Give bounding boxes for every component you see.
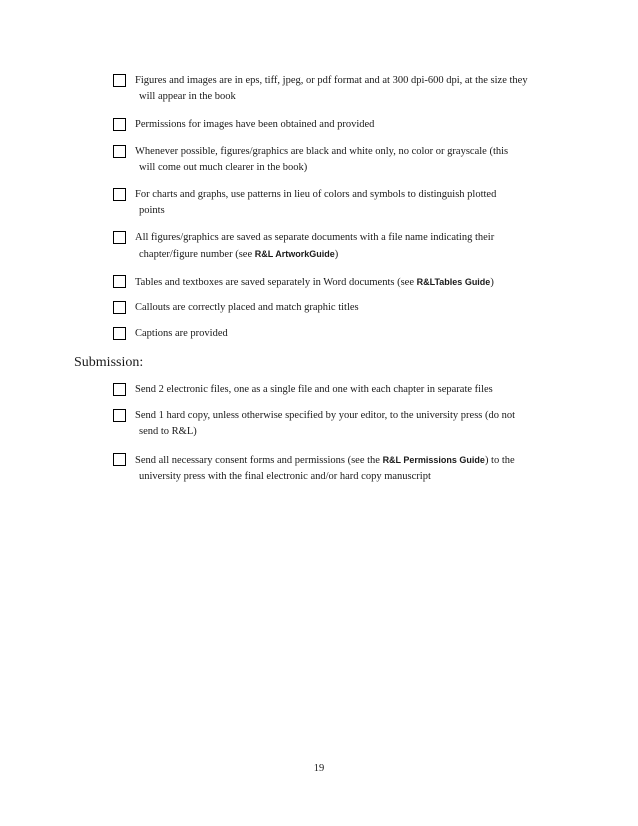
item-line: For charts and graphs, use patterns in lieu of colors and symbols to distinguish plotted	[135, 189, 497, 200]
item-text: Tables and textboxes are saved separately in Word documents (see	[135, 277, 417, 288]
item-line: will appear in the book	[139, 91, 236, 102]
checklist-item-text	[135, 326, 580, 342]
checkbox[interactable]	[113, 145, 126, 158]
item-line: Send 1 hard copy, unless otherwise specified by your editor, to the university press (do not	[135, 410, 516, 421]
artwork-guide-link[interactable]: R&L ArtworkGuide	[254, 249, 335, 259]
checkbox[interactable]	[113, 74, 126, 87]
item-text: )	[334, 249, 339, 260]
checkbox[interactable]	[113, 453, 126, 466]
checklist-item-text	[135, 144, 580, 176]
item-line: Callouts are correctly placed and match graphic titles	[135, 302, 359, 313]
checkbox[interactable]	[113, 409, 126, 422]
item-line: Whenever possible, figures/graphics are black and white only, no color or grayscale (this	[135, 146, 509, 157]
item-text: Send all necessary consent forms and permissions (see the	[135, 455, 383, 466]
item-line: university press with the final electronic and/or hard copy manuscript	[139, 471, 431, 482]
submission-item-text	[135, 382, 580, 398]
item-line: Figures and images are in eps, tiff, jpeg, or pdf format and at 300 dpi-600 dpi, at the size they	[135, 75, 528, 86]
item-line: All figures/graphics are saved as separate documents with a file name indicating their	[135, 232, 495, 243]
checklist-item-text	[135, 117, 580, 133]
item-line: Permissions for images have been obtained and provided	[135, 119, 375, 130]
checkbox[interactable]	[113, 327, 126, 340]
item-line	[135, 246, 580, 263]
checkbox[interactable]	[113, 383, 126, 396]
item-line: will come out much clearer in the book)	[139, 162, 308, 173]
checkbox[interactable]	[113, 231, 126, 244]
checkbox[interactable]	[113, 118, 126, 131]
tables-guide-link[interactable]: R&LTables Guide	[416, 277, 491, 287]
item-line: Send 2 electronic files, one as a single file and one with each chapter in separate files	[135, 384, 493, 395]
checkbox[interactable]	[113, 188, 126, 201]
submission-item-text	[135, 452, 580, 485]
checkbox[interactable]	[113, 301, 126, 314]
page-number: 19	[313, 763, 325, 774]
checklist-item-text	[135, 230, 580, 263]
item-text: chapter/figure number (see	[139, 249, 255, 260]
checklist-item-text	[135, 187, 580, 219]
item-line: Captions are provided	[135, 328, 228, 339]
permissions-guide-link[interactable]: R&L Permissions Guide	[382, 455, 485, 465]
item-text: )	[490, 277, 494, 288]
submission-heading: Submission:	[74, 355, 144, 370]
checkbox[interactable]	[113, 275, 126, 288]
submission-item-text	[135, 408, 580, 440]
checklist-item-text	[135, 300, 580, 316]
item-line: send to R&L)	[139, 426, 197, 437]
checklist-item-text	[135, 73, 580, 105]
checklist-item-text	[135, 274, 580, 291]
item-line: points	[139, 205, 165, 216]
item-text: ) to the	[484, 455, 515, 466]
